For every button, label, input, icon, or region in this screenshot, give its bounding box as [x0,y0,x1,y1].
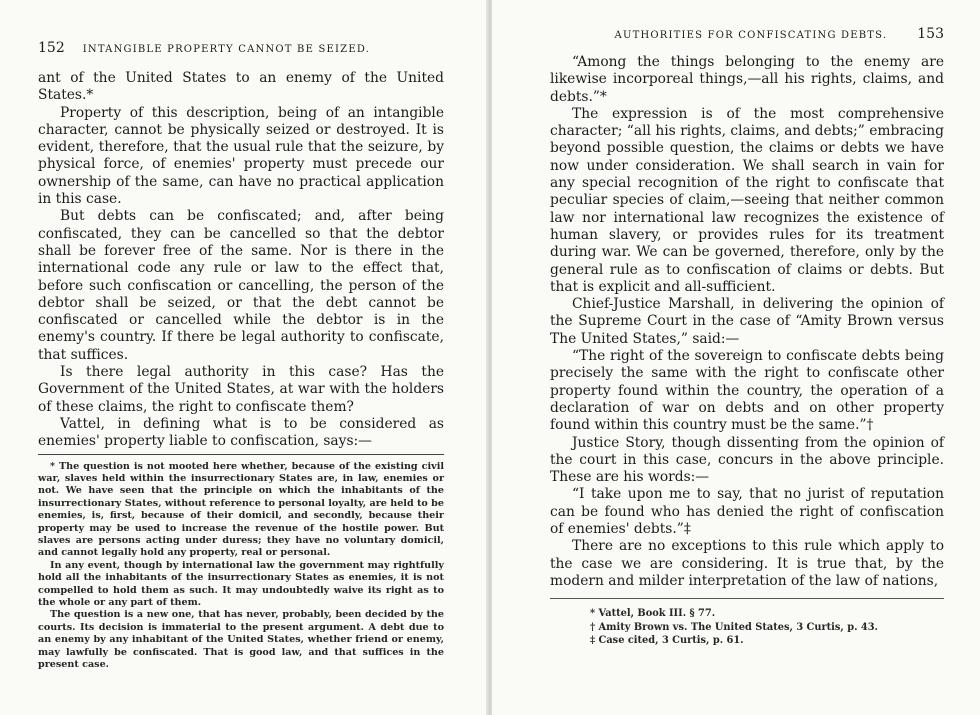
right-footnotes [550,607,944,648]
left-paragraph: Property of this description, being of an intangible character, cannot be physically seized or destroyed. It is evident, therefore, that the usual rule that the seizure, by physical force, of enemies' property must precede our ownership of the same, can have no practical application in this case. [38,104,444,208]
left-footnote: In any event, though by international law the government may rightfully hold all the inhabitants of the insurrectionary States as enemies, it is not compelled to hold them as such. It may undoubtedly waive its right as to the whole or any part of them. [38,559,444,608]
right-body-text [550,54,944,590]
right-paragraph: “I take upon me to say, that no jurist of reputation can be found who has denied the right of confiscation of enemies' debts.”‡ [550,486,944,538]
left-paragraph: ant of the United States to an enemy of the United States.* [38,70,444,104]
left-footnotes [38,461,444,672]
right-footnote: ‡ Case cited, 3 Curtis, p. 61. [590,635,744,647]
right-footnote: * Vattel, Book III. § 77. [590,608,716,620]
left-page-number: 152 [38,40,65,56]
left-body-text [38,70,444,455]
left-footnote: * The question is not mooted here whether, because of the existing civil war, slaves held within the insurrectionary States are, in law, enemies or not. We have seen that the principle on which the inhabitants of the insurrectionary States, without reference to personal loyalty, are held to be enemies, is, first, because of their domicil, and secondly, because their property may be used to increase the revenue of the hostile power. But slaves are persons acting under duress; they have no voluntary domicil, and cannot legally hold any property, real or personal. [38,460,444,559]
right-running-head [550,26,944,42]
right-footnote: † Amity Brown vs. The United States, 3 Curtis, p. 43. [590,621,878,633]
left-running-head [38,40,444,56]
left-page [0,0,488,715]
left-footnote: The question is a new one, that has never, probably, been decided by the courts. Its decision is immaterial to the present argument. A debt due to an enemy by any inhabitant of the United States, whether friend or enemy, may lawfully be confiscated. That is good law, and that suffices in the present case. [38,609,444,671]
left-paragraph: Is there legal authority in this case? Has the Government of the United States, at war with the holders of these claims, the right to confiscate them? [38,364,444,415]
right-paragraph: There are no exceptions to this rule which apply to the case we are considering. It is true that, by the modern and milder interpretation of the law of nations, [550,538,944,589]
left-paragraph: But debts can be confiscated; and, after being confiscated, they can be cancelled so that the debtor shall be forever free of the same. Nor is there in the international code any rule or law to the effect that, before such confiscation or cancelling, the person of the debtor shall be seized, or that the debt cannot be confiscated or cancelled while the debtor is in the enemy's country. If there be legal authority to confiscate, that suffices. [38,208,444,363]
right-paragraph: “The right of the sovereign to confiscate debts being precisely the same with the right to confiscate other property found within the country, the operation of a declaration of war on debts and on other property found within this country must be the same.”† [550,348,944,434]
right-paragraph: Justice Story, though dissenting from the opinion of the court in this case, concurs in the above principle. These are his words:— [550,434,944,486]
right-page-number: 153 [917,26,944,42]
left-paragraph: Vattel, in defining what is to be considered as enemies' property liable to confiscation, says:— [38,416,444,455]
footnote-divider [550,598,944,599]
right-running-title: AUTHORITIES FOR CONFISCATING DEBTS. [614,30,888,41]
right-page [492,0,980,715]
right-paragraph: Chief-Justice Marshall, in delivering the opinion of the Supreme Court in the case of “Amity Brown versus The United States,” said:— [550,296,944,347]
right-paragraph: “Among the things belonging to the enemy are likewise incorporeal things,—all his rights, claims, and debts.”* [550,54,944,105]
right-paragraph: The expression is of the most comprehensive character; “all his rights, claims, and debts;” embracing beyond possible question, the claims or debts we have now under consideration. We shall search in vain for any special recognition of the right to confiscate that peculiar species of claim,—seeing that neither common law nor international law recognizes the existence of human slavery, or provides rules for its treatment during war. We can be governed, therefore, only by the general rule as to confiscation of claims or debts. But that is explicit and all-sufficient. [550,105,944,295]
left-running-title: INTANGIBLE PROPERTY CANNOT BE SEIZED. [82,44,371,55]
